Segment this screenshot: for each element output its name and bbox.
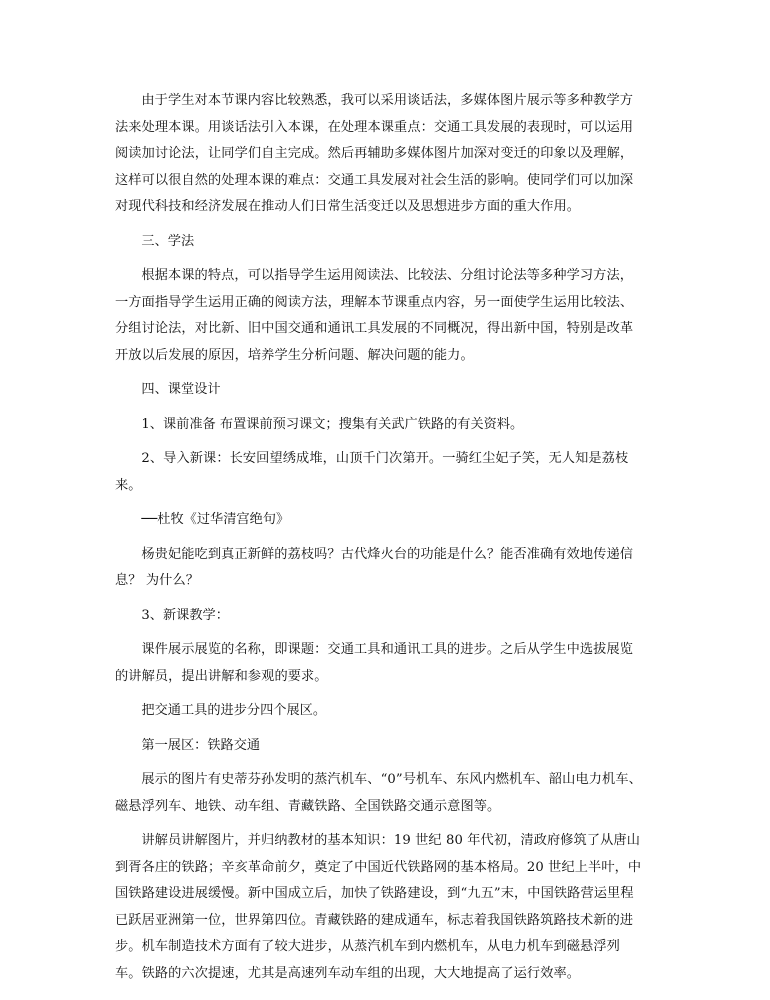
paragraph-study-methods <box>115 263 655 369</box>
text-line: 讲解员讲解图片，并归纳教材的基本知识：19 世纪 80 年代初，清政府修筑了从唐山 <box>141 833 640 848</box>
text-line: 对现代科技和经济发展在推动人们日常生活变迁以及思想进步方面的重大作用。 <box>115 199 581 214</box>
paragraph-questions <box>115 542 655 595</box>
step-preparation: 1、课前准备 布置课前预习课文；搜集有关武广铁路的有关资料。 <box>141 416 524 432</box>
document-body <box>115 88 655 995</box>
text-line: 2、导入新课：长安回望绣成堆，山顶千门次第开。一骑红尘妃子笑，无人知是荔枝 <box>141 451 629 466</box>
poem-attribution: ──杜牧《过华清宫绝句》 <box>141 512 290 527</box>
text-line: 息？ 为什么？ <box>115 573 200 588</box>
paragraph-railway-images <box>115 767 655 820</box>
text-line: 由于学生对本节课内容比较熟悉，我可以采用谈话法，多媒体图片展示等多种教学方 <box>141 93 634 108</box>
text-line: 这样可以很自然的处理本课的难点：交通工具发展对社会生活的影响。使同学们可以加深 <box>115 172 634 188</box>
text-line: 阅读加讨论法，让同学们自主完成。然后再辅助多媒体图片加深对变迁的印象以及理解， <box>115 146 634 161</box>
paragraph-teaching-methods <box>115 88 655 221</box>
exhibition-areas-note: 把交通工具的进步分四个展区。 <box>141 703 327 718</box>
paragraph-exhibition-title <box>115 637 655 690</box>
text-line: 开放以后发展的原因，培养学生分析问题、解决问题的能力。 <box>115 347 474 363</box>
text-line: 根据本课的特点，可以指导学生运用阅读法、比较法、分组讨论法等多种学习方法， <box>141 268 634 283</box>
text-line: 磁悬浮列车、地铁、动车组、青藏铁路、全国铁路交通示意图等。 <box>115 798 501 814</box>
section-heading-study-methods: 三、学法 <box>141 233 195 249</box>
text-line: 法来处理本课。用谈话法引入本课，在处理本课重点：交通工具发展的表现时，可以运用 <box>115 119 634 135</box>
section-heading-class-design: 四、课堂设计 <box>141 382 221 397</box>
paragraph-railway-history <box>115 828 655 987</box>
text-line: 的讲解员，提出讲解和参观的要求。 <box>115 668 328 684</box>
text-line: 展示的图片有史蒂芬孙发明的蒸汽机车、“0”号机车、东风内燃机车、韶山电力机车、 <box>141 772 642 787</box>
step-new-lesson: 3、新课教学： <box>141 607 229 623</box>
paragraph-introduction <box>115 446 655 499</box>
text-line: 到胥各庄的铁路；辛亥革命前夕，奠定了中国近代铁路网的基本格局。20 世纪上半叶，中 <box>115 859 642 875</box>
exhibition-area-railway: 第一展区：铁路交通 <box>141 737 261 753</box>
text-line: 已跃居亚洲第一位，世界第四位。青藏铁路的建成通车，标志着我国铁路筑路技术新的进 <box>115 912 634 928</box>
text-line: 分组讨论法，对比新、旧中国交通和通讯工具发展的不同概况，得出新中国，特别是改革 <box>115 321 634 336</box>
text-line: 来。 <box>115 477 142 493</box>
text-line: 车。铁路的六次提速，尤其是高速列车动车组的出现，大大地提高了运行效率。 <box>115 965 581 981</box>
text-line: 一方面指导学生运用正确的阅读方法，理解本节课重点内容，另一面使学生运用比较法、 <box>115 294 634 310</box>
text-line: 杨贵妃能吃到真正新鲜的荔枝吗？古代烽火台的功能是什么？能否准确有效地传递信 <box>141 546 634 562</box>
text-line: 课件展示展览的名称，即课题：交通工具和通讯工具的进步。之后从学生中选拔展览 <box>141 642 634 657</box>
text-line: 国铁路建设进展缓慢。新中国成立后，加快了铁路建设，到“九五”末，中国铁路营运里程 <box>115 886 634 901</box>
text-line: 步。机车制造技术方面有了较大进步，从蒸汽机车到内燃机车，从电力机车到磁悬浮列 <box>115 939 620 954</box>
